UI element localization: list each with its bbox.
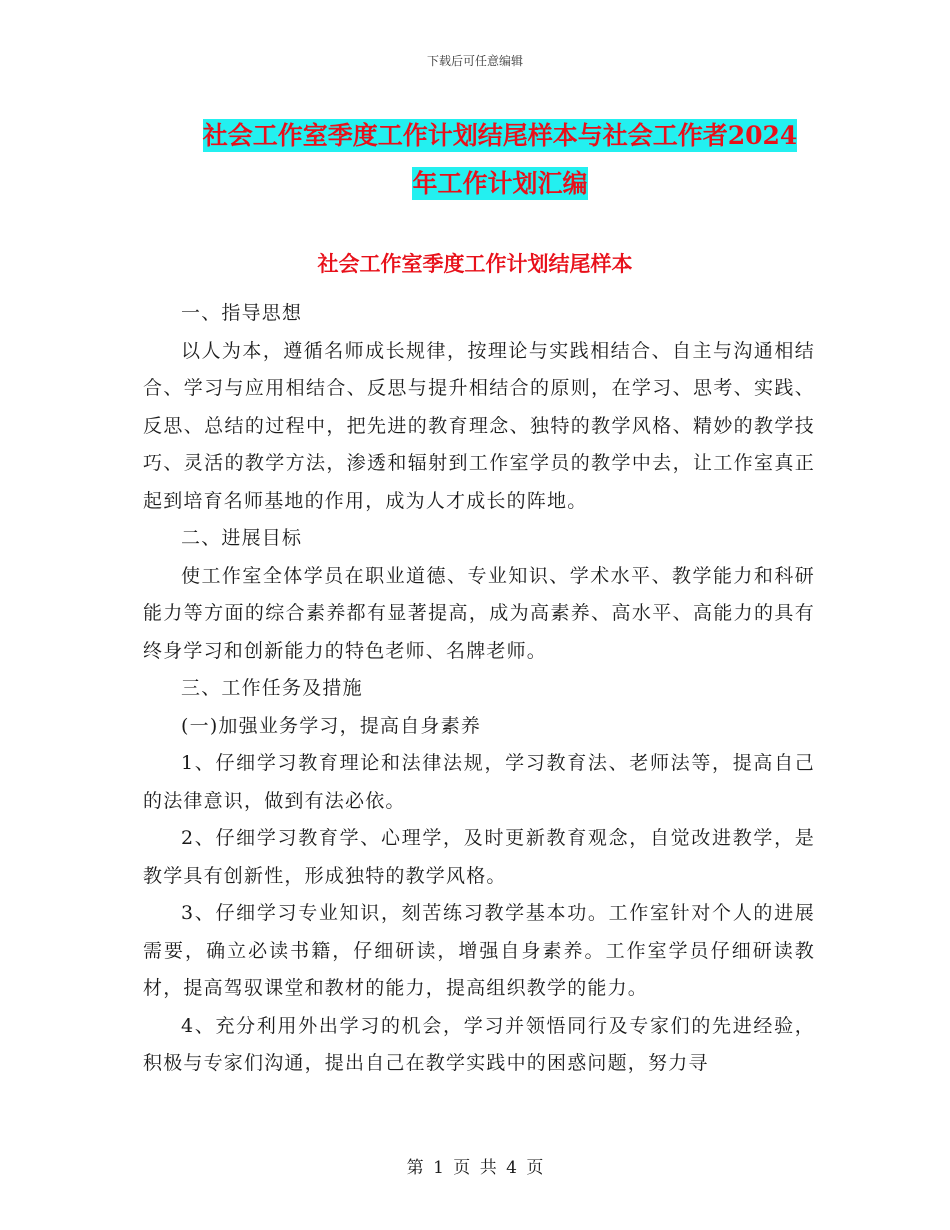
- main-title-line-2: 年工作计划汇编: [412, 169, 588, 198]
- heading-guiding-ideology: 一、指导思想: [181, 302, 303, 324]
- heading-tasks-measures: 三、工作任务及措施: [181, 677, 363, 699]
- paragraph-guiding-ideology: 以人为本，遵循名师成长规律，按理论与实践相结合、自主与沟通相结合、学习与应用相结合、反思与提升相结合的原则，在学习、思考、实践、反思、总结的过程中，把先进的教育理念、独特的教学风格、精妙的教学技巧、灵活的教学方法，渗透和辐射到工作室学员的教学中去，让工作室真正起到培育名师基地的作用，成为人才成长的阵地。: [143, 339, 815, 512]
- body-text: [143, 295, 815, 1083]
- paragraph-item-4: 4、充分利用外出学习的机会，学习并领悟同行及专家们的先进经验，积极与专家们沟通，提出自己在教学实践中的困惑问题，努力寻: [143, 1014, 815, 1074]
- paragraph-item-1: 1、仔细学习教育理论和法律法规，学习教育法、老师法等，提高自己的法律意识，做到有法必依。: [143, 752, 815, 812]
- section-title: 社会工作室季度工作计划结尾样本: [317, 251, 633, 276]
- paragraph-item-2: 2、仔细学习教育学、心理学，及时更新教育观念，自觉改进教学，是教学具有创新性，形成独特的教学风格。: [143, 827, 815, 887]
- paragraph-development-goals: 使工作室全体学员在职业道德、专业知识、学术水平、教学能力和科研能力等方面的综合素养都有显著提高，成为高素养、高水平、高能力的具有终身学习和创新能力的特色老师、名牌老师。: [143, 564, 815, 662]
- heading-development-goals: 二、进展目标: [181, 527, 303, 549]
- main-title-line-1: 社会工作室季度工作计划结尾样本与社会工作者2024: [202, 121, 798, 150]
- subheading-business-study: (一)加强业务学习，提高自身素养: [181, 714, 482, 737]
- page-footer: 第 1 页 共 4 页: [406, 1158, 544, 1178]
- paragraph-item-3: 3、仔细学习专业知识，刻苦练习教学基本功。工作室针对个人的进展需要，确立必读书籍，仔细研读，增强自身素养。工作室学员仔细研读教材，提高驾驭课堂和教材的能力，提高组织教学的能力。: [143, 902, 815, 999]
- header-note: 下载后可任意编辑: [426, 54, 523, 68]
- main-title: [130, 112, 870, 208]
